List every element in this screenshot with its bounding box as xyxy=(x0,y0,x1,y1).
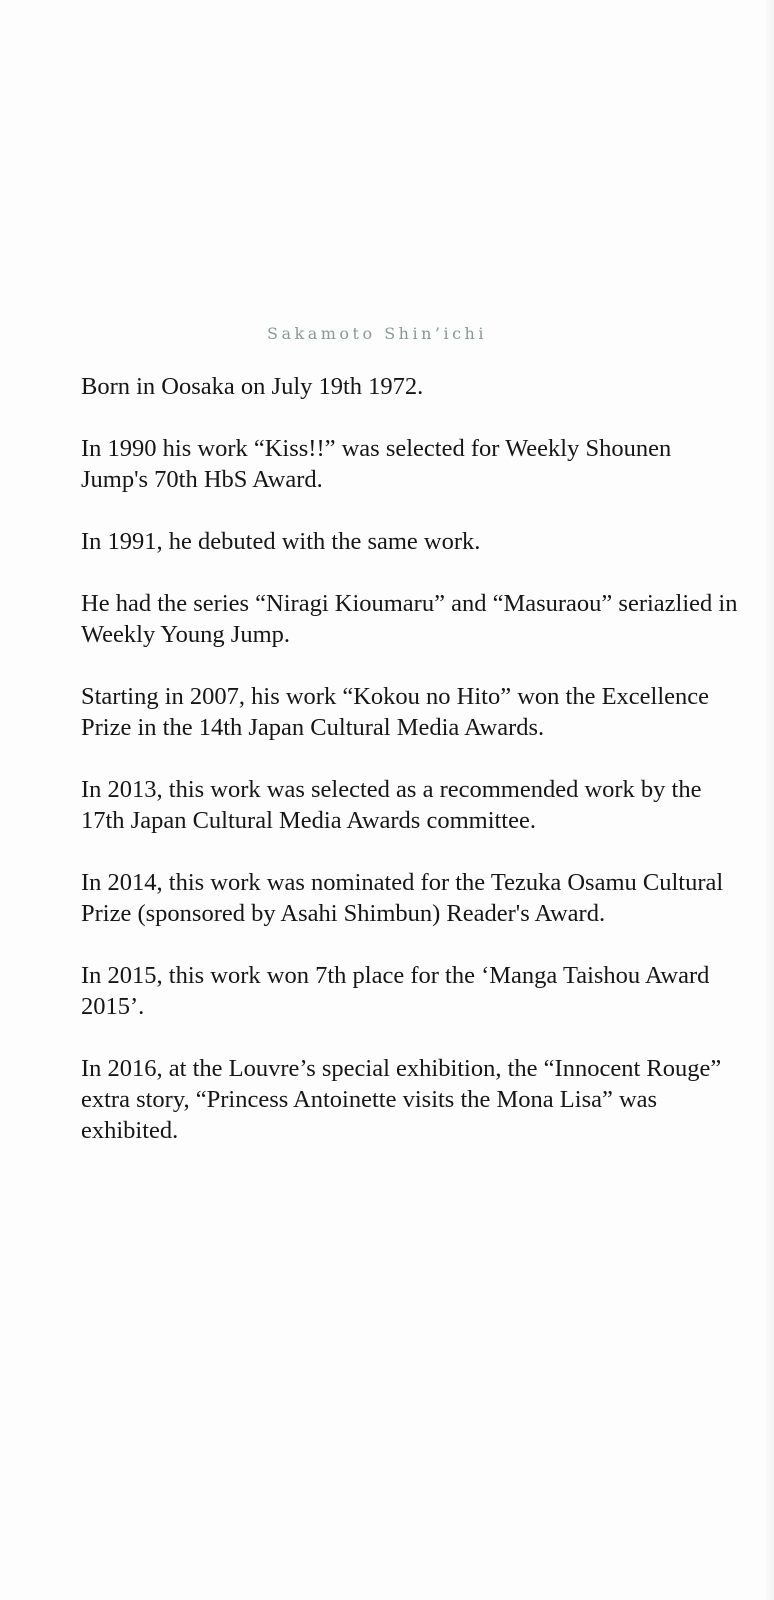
bio-paragraph-2014: In 2014, this work was nominated for the Tezuka Osamu Cultural Prize (sponsored by Asahi Shimbun) Reader's Award. xyxy=(81,869,724,927)
bio-paragraph-2015: In 2015, this work won 7th place for the ‘Manga Taishou Award 2015’. xyxy=(81,962,710,1020)
bio-paragraph-1990: In 1990 his work “Kiss!!” was selected for Weekly Shounen Jump's 70th HbS Award. xyxy=(81,435,672,493)
bio-paragraph-1991: In 1991, he debuted with the same work. xyxy=(81,528,481,555)
page-edge-shadow xyxy=(766,0,774,1600)
bio-paragraph-2013: In 2013, this work was selected as a recommended work by the 17th Japan Cultural Media Awards committee. xyxy=(81,776,702,834)
biography xyxy=(81,371,741,1177)
bio-paragraph-2016: In 2016, at the Louvre’s special exhibition, the “Innocent Rouge” extra story, “Princess Antoinette visits the Mona Lisa” was exhibited. xyxy=(81,1055,722,1144)
bio-paragraph-birth: Born in Oosaka on July 19th 1972. xyxy=(81,373,424,400)
author-name: Sakamoto Shin’ichi xyxy=(267,324,487,343)
bio-paragraph-2007: Starting in 2007, his work “Kokou no Hito” won the Excellence Prize in the 14th Japan Cultural Media Awards. xyxy=(81,683,710,741)
bio-paragraph-series: He had the series “Niragi Kioumaru” and “Masuraou” seriazlied in Weekly Young Jump. xyxy=(81,590,738,648)
